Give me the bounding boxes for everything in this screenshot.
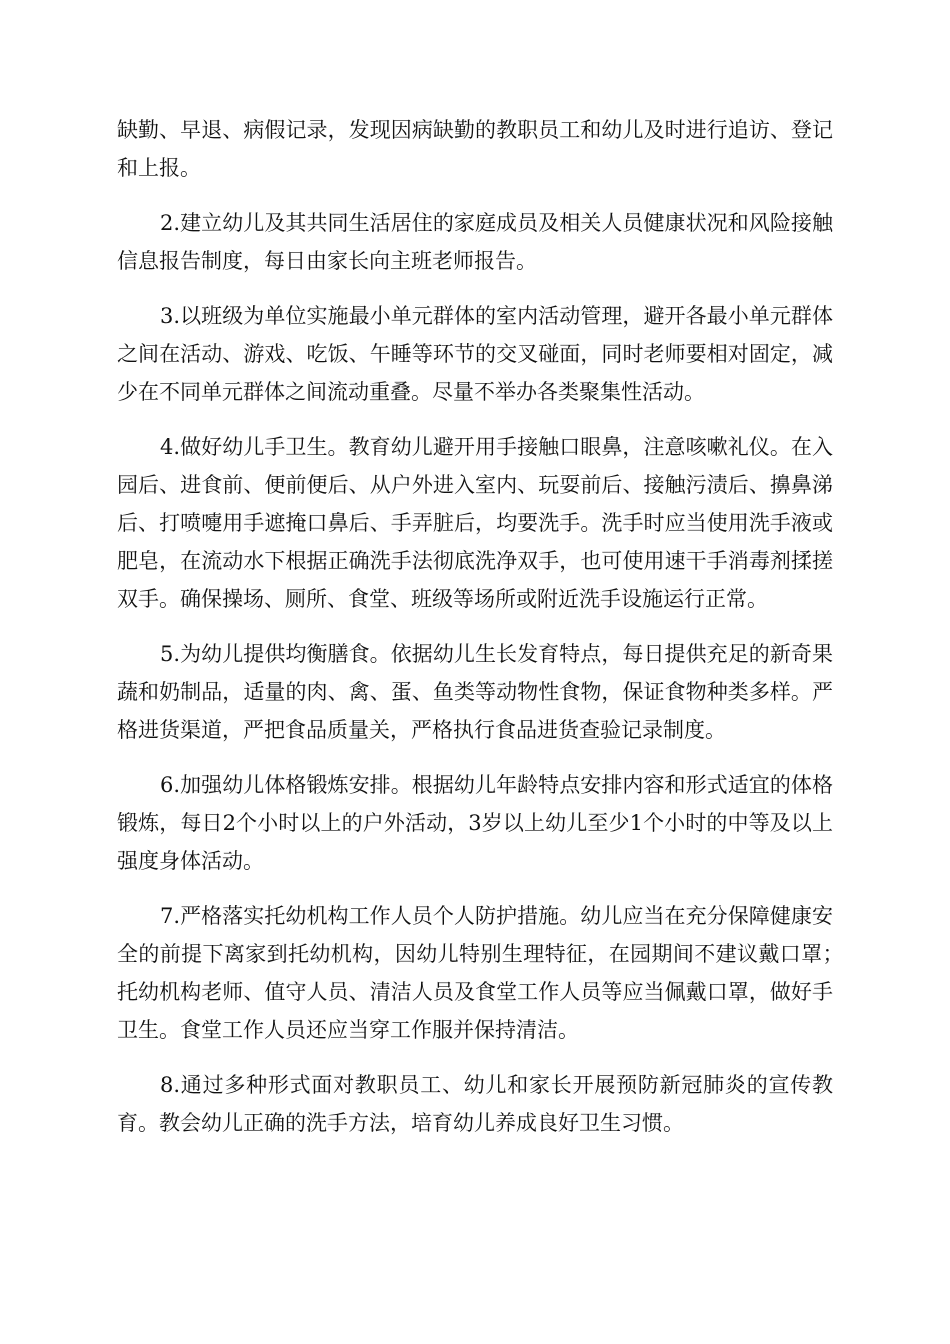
paragraph-item-8: 8.通过多种形式面对教职员工、幼儿和家长开展预防新冠肺炎的宣传教育。教会幼儿正确的洗手方法，培育幼儿养成良好卫生习惯。 bbox=[117, 1073, 833, 1135]
paragraph-item-6: 6.加强幼儿体格锻炼安排。根据幼儿年龄特点安排内容和形式适宜的体格锻炼，每日2个小时以上的户外活动，3岁以上幼儿至少1个小时的中等及以上强度身体活动。 bbox=[117, 773, 833, 873]
document-body bbox=[117, 111, 854, 1159]
paragraph-item-4: 4.做好幼儿手卫生。教育幼儿避开用手接触口眼鼻，注意咳嗽礼仪。在入园后、进食前、便前便后、从户外进入室内、玩耍前后、接触污渍后、擤鼻涕后、打喷嚏用手遮掩口鼻后、手弄脏后，均要洗手。洗手时应当使用洗手液或肥皂，在流动水下根据正确洗手法彻底洗净双手，也可使用速干手消毒剂揉搓双手。确保操场、厕所、食堂、班级等场所或附近洗手设施运行正常。 bbox=[117, 435, 833, 611]
paragraph-continued: 缺勤、早退、病假记录，发现因病缺勤的教职员工和幼儿及时进行追访、登记和上报。 bbox=[117, 118, 833, 180]
paragraph-item-3: 3.以班级为单位实施最小单元群体的室内活动管理，避开各最小单元群体之间在活动、游戏、吃饭、午睡等环节的交叉碰面，同时老师要相对固定，减少在不同单元群体之间流动重叠。尽量不举办各类聚集性活动。 bbox=[117, 304, 833, 404]
paragraph-item-2: 2.建立幼儿及其共同生活居住的家庭成员及相关人员健康状况和风险接触信息报告制度，每日由家长向主班老师报告。 bbox=[117, 211, 833, 273]
paragraph-item-5: 5.为幼儿提供均衡膳食。依据幼儿生长发育特点，每日提供充足的新奇果蔬和奶制品，适量的肉、禽、蛋、鱼类等动物性食物，保证食物种类多样。严格进货渠道，严把食品质量关，严格执行食品进货查验记录制度。 bbox=[117, 642, 833, 742]
paragraph-item-7: 7.严格落实托幼机构工作人员个人防护措施。幼儿应当在充分保障健康安全的前提下离家到托幼机构，因幼儿特别生理特征，在园期间不建议戴口罩； 托幼机构老师、值守人员、清洁人员及食堂工作人员等应当佩戴口罩，做好手卫生。食堂工作人员还应当穿工作服并保持清洁。 bbox=[117, 904, 854, 1042]
